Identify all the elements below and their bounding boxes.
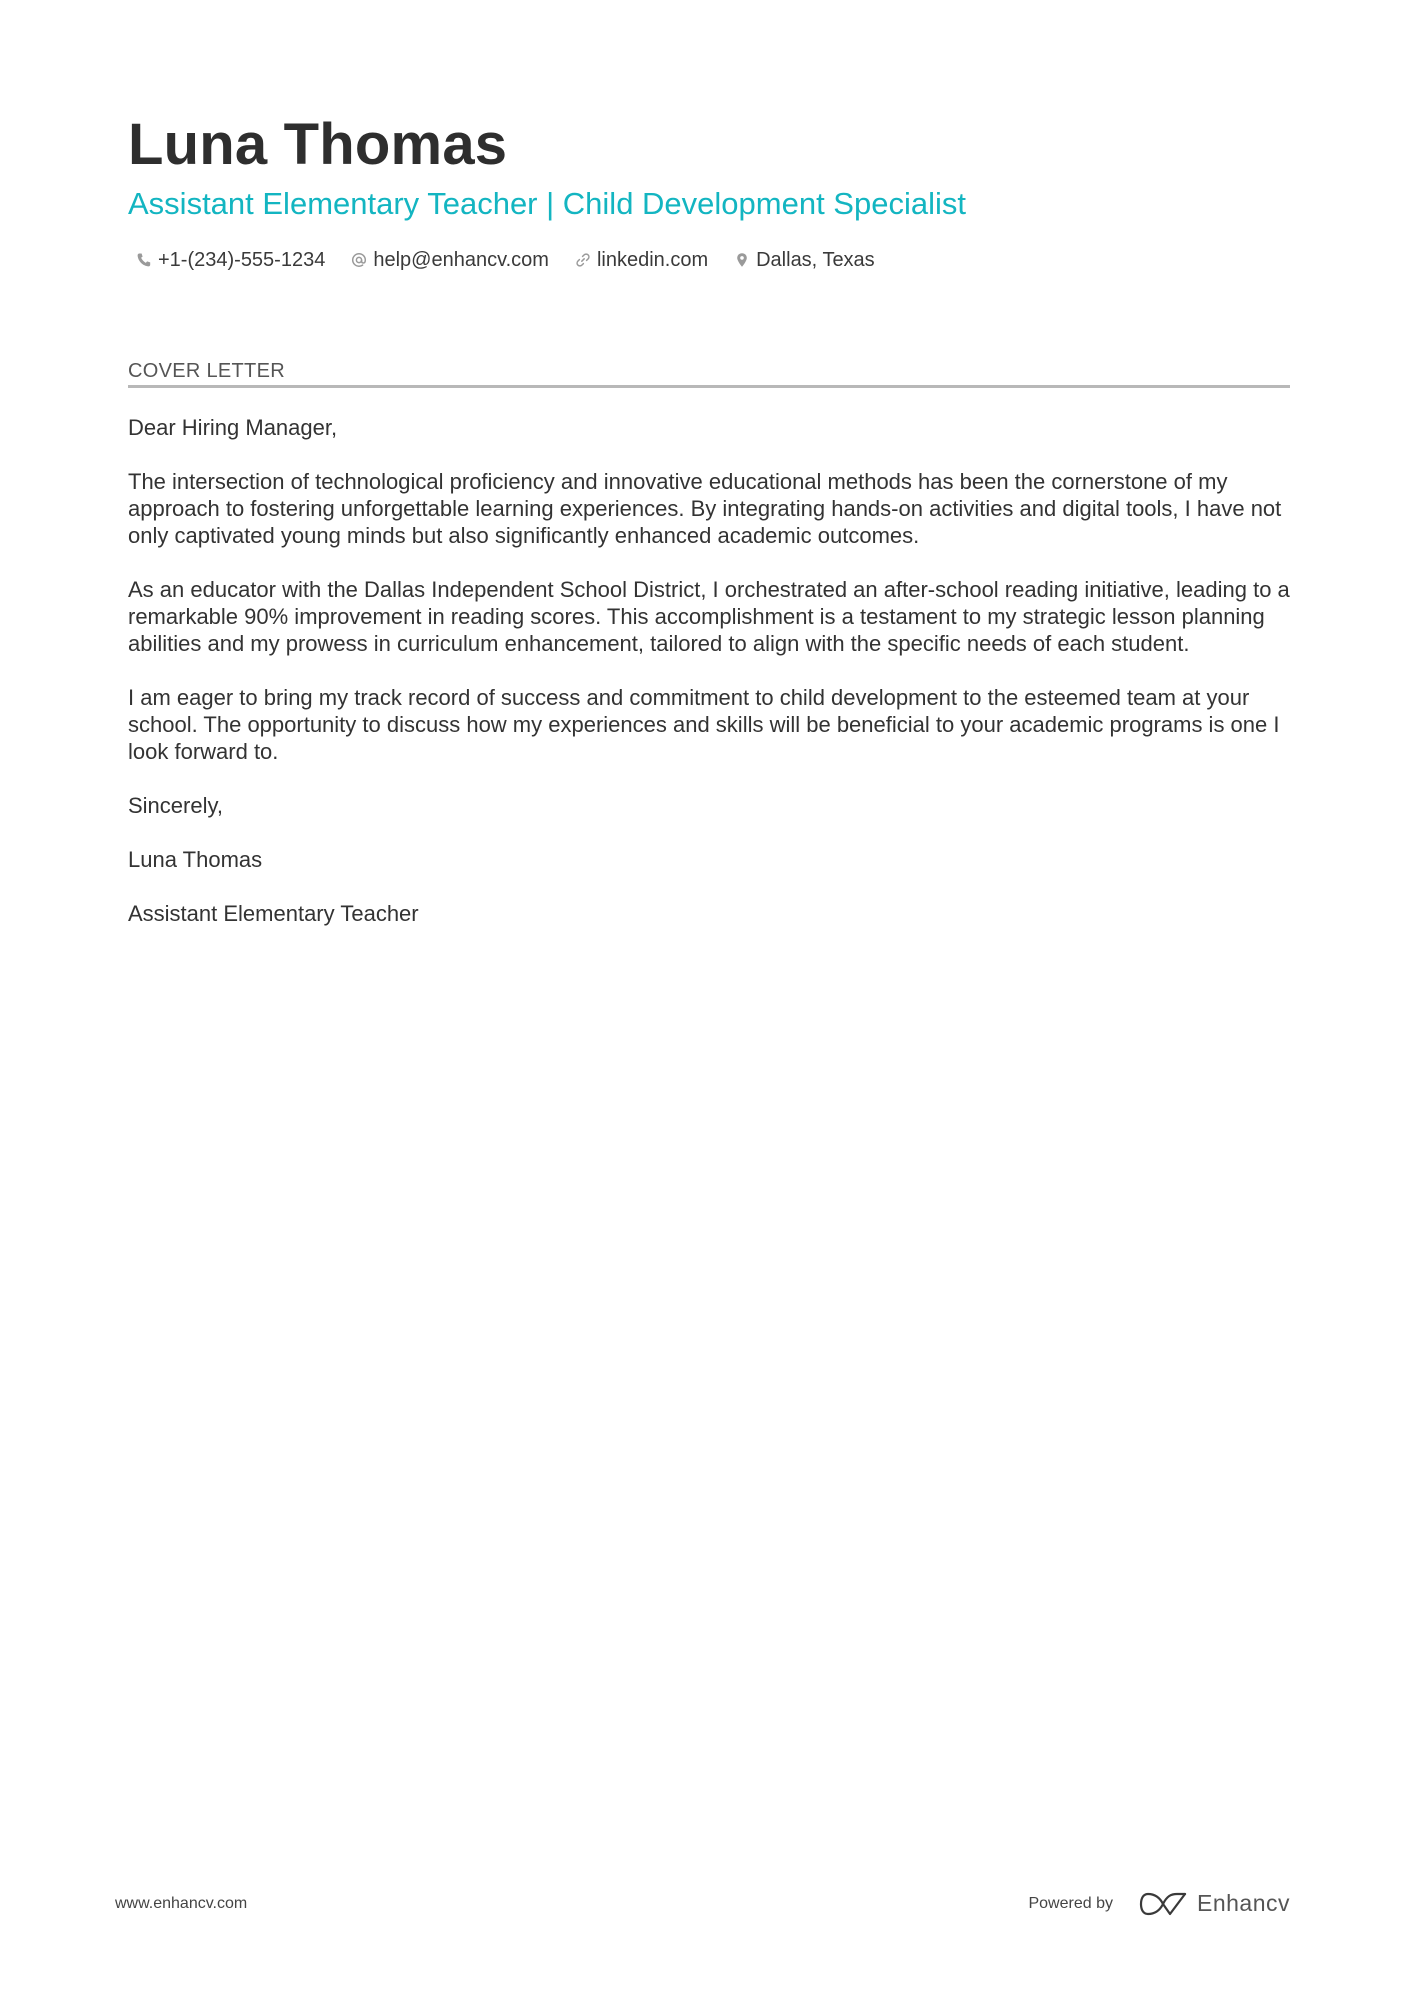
brand-name: Enhancv: [1196, 1890, 1290, 1916]
candidate-name: Luna Thomas: [128, 112, 508, 177]
enhancv-logo-icon: [1139, 1891, 1187, 1917]
letter-closing: Sincerely,: [128, 793, 223, 818]
contact-bar: [136, 245, 901, 275]
contact-phone: [136, 249, 325, 272]
contact-email-text: help@enhancv.com: [373, 248, 549, 271]
letter-paragraph: The intersection of technological proficiency and innovative educational methods has been the cornerstone of my approach to fostering unforgettable learning experiences. By integrating hands-on activities and digital tools, I have not only captivated young minds but also significantly enhanced academic outcomes.: [128, 469, 1282, 548]
section-divider: [128, 385, 1290, 388]
powered-by-label: Powered by: [1028, 1894, 1113, 1912]
link-icon: [575, 252, 591, 268]
contact-linkedin-text: linkedin.com: [596, 248, 709, 271]
footer-website[interactable]: www.enhancv.com: [115, 1895, 248, 1912]
letter-signature-name: Luna Thomas: [128, 847, 263, 872]
letter-body: [128, 414, 1298, 954]
contact-location: [734, 249, 875, 272]
footer-branding: [1028, 1890, 1290, 1917]
letter-salutation: Dear Hiring Manager,: [128, 415, 338, 440]
contact-email[interactable]: [351, 249, 549, 272]
phone-icon: [136, 252, 152, 268]
letter-paragraph: I am eager to bring my track record of success and commitment to child development to the esteemed team at your school. The opportunity to discuss how my experiences and skills will be beneficial to your academic programs is one I look forward to.: [128, 685, 1280, 764]
at-icon: [351, 252, 367, 268]
letter-paragraph: As an educator with the Dallas Independent School District, I orchestrated an after-school reading initiative, leading to a remarkable 90% improvement in reading scores. This accomplishment is a testament to my strategic lesson planning abilities and my prowess in curriculum enhancement, tailored to align with the specific needs of each student.: [128, 577, 1290, 656]
section-heading: COVER LETTER: [128, 360, 285, 382]
contact-location-text: Dallas, Texas: [756, 248, 875, 271]
contact-linkedin[interactable]: [575, 249, 708, 272]
letter-signature-title: Assistant Elementary Teacher: [128, 901, 419, 926]
contact-phone-text: +1-(234)-555-1234: [158, 248, 326, 271]
candidate-title: Assistant Elementary Teacher | Child Development Specialist: [128, 186, 966, 221]
location-pin-icon: [734, 252, 750, 268]
